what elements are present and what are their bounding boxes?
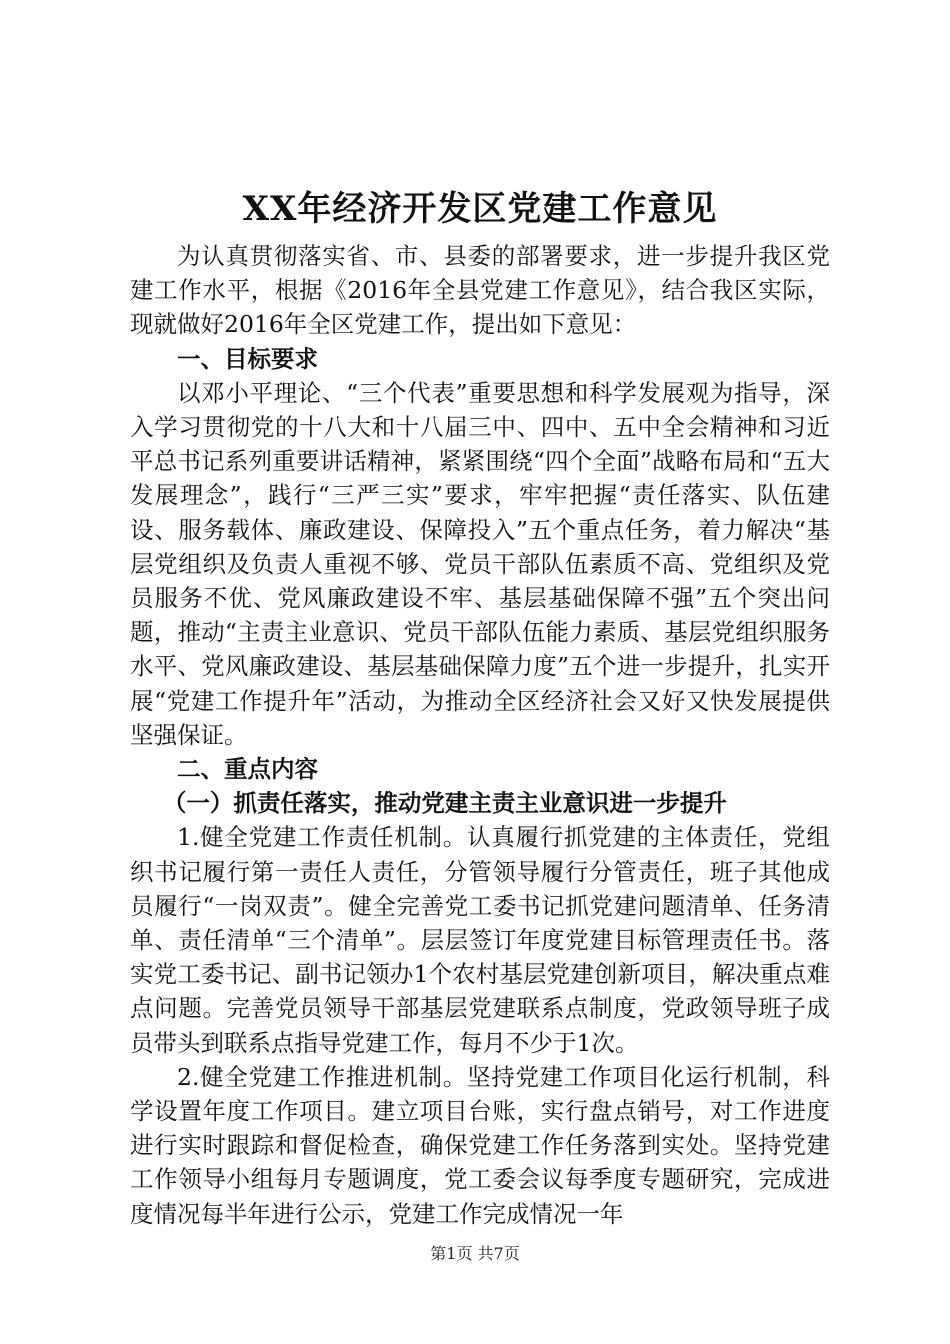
document-page [130,185,830,1231]
section-goals-body: 以邓小平理论、“三个代表”重要思想和科学发展观为指导，深入学习贯彻党的十八大和十八届三中、四中、五中全会精神和习近平总书记系列重要讲话精神，紧紧围绕“四个全面”战略布局和“五大发展理念”，践行“三严三实”要求，牢牢把握“责任落实、队伍建设、服务载体、廉政建设、保障投入”五个重点任务，着力解决“基层党组织及负责人重视不够、党员干部队伍素质不高、党组织及党员服务不优、党风廉政建设不牢、基层基础保障不强”五个突出问题，推动“主责主业意识、党员干部队伍能力素质、基层党组织服务水平、党风廉政建设、基层基础保障力度”五个进一步提升，扎实开展“党建工作提升年”活动，为推动全区经济社会又好又快发展提供坚强保证。 [130,378,830,749]
document-title: XX年经济开发区党建工作意见 [242,189,718,229]
item-paragraph-1: 1.健全党建工作责任机制。认真履行抓党建的主体责任，党组织书记履行第一责任人责任，分管领导履行分管责任，班子其他成员履行“一岗双责”。健全完善党工委书记抓党建问题清单、任务清单、责任清单“三个清单”。层层签订年度党建目标管理责任书。落实党工委书记、副书记领办1个农村基层党建创新项目，解决重点难点问题。完善党员领导干部基层党建联系点制度，党政领导班子成员带头到联系点指导党建工作，每月不少于1次。 [130,823,830,1057]
item-paragraph-2: 2.健全党建工作推进机制。坚持党建工作项目化运行机制，科学设置年度工作项目。建立项目台账，实行盘点销号，对工作进度进行实时跟踪和督促检查，确保党建工作任务落到实处。坚持党建工作领导小组每月专题调度，党工委会议每季度专题研究，完成进度情况每半年进行公示，党建工作完成情况一年 [130,1062,830,1228]
section-heading-goals: 一、目标要求 [177,344,318,373]
page-footer: 第1页 共7页 [430,1244,520,1263]
subsection-heading-responsibility: （一）抓责任落实，推动党建主责主业意识进一步提升 [162,789,727,818]
intro-paragraph: 为认真贯彻落实省、市、县委的部署要求，进一步提升我区党建工作水平，根据《2016年全县党建工作意见》，结合我区实际，现就做好2016年全区党建工作，提出如下意见： [130,242,830,339]
section-heading-key-content: 二、重点内容 [177,755,318,784]
